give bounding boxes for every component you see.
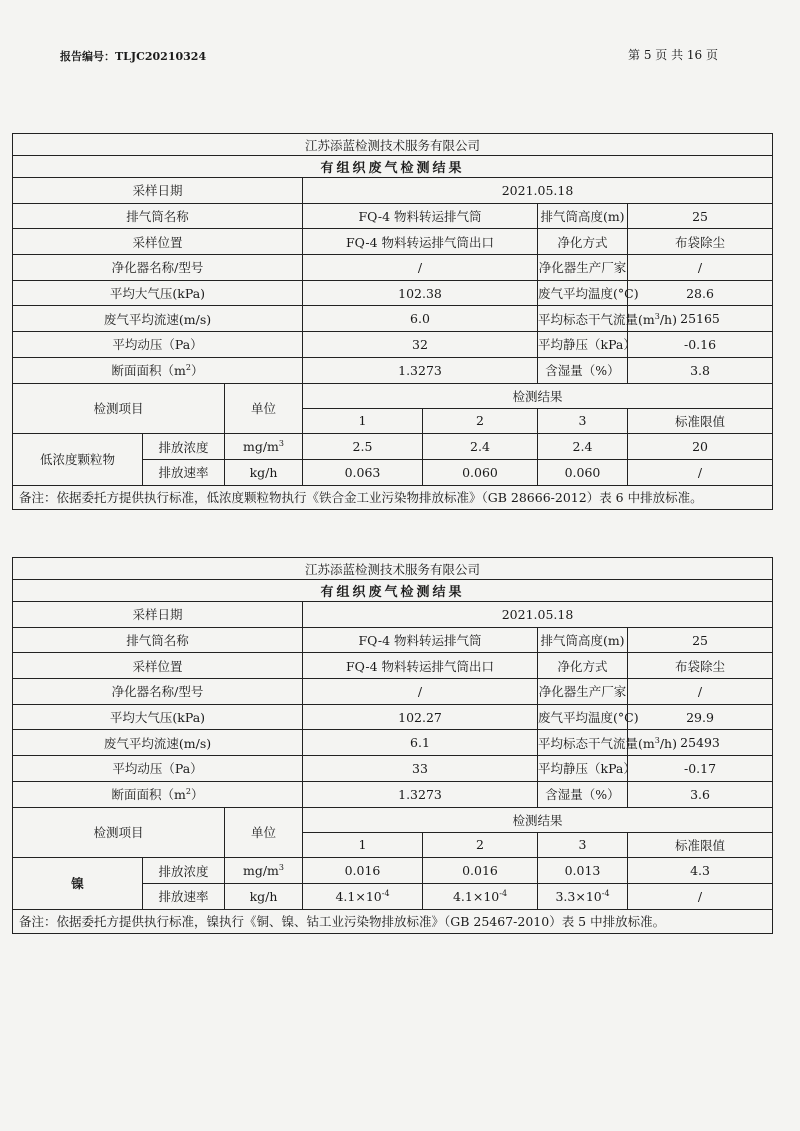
purifier-maker-label: 净化器生产厂家 — [538, 679, 628, 705]
unit-header: 单位 — [225, 807, 303, 858]
rate-run-1: 0.063 — [303, 459, 423, 485]
concentration-label: 排放浓度 — [143, 858, 225, 884]
exhaust-results-table-2 — [12, 557, 773, 934]
stack-height-value: 25 — [628, 203, 773, 229]
dynamic-pressure-label: 平均动压（Pa） — [13, 756, 303, 782]
area-value: 1.3273 — [303, 781, 538, 807]
run-2-header: 2 — [423, 832, 538, 858]
rate-run-1: $4.1\times 10^{-4}$ — [303, 883, 423, 909]
rate-limit: / — [628, 459, 773, 485]
temperature-label: 废气平均温度(°C) — [538, 704, 628, 730]
sampling-date-value: 2021.05.18 — [303, 602, 773, 628]
purifier-name-label: 净化器名称/型号 — [13, 255, 303, 281]
dynamic-pressure-label: 平均动压（Pa） — [13, 332, 303, 358]
table-title: 有组织废气检测结果 — [13, 156, 773, 178]
concentration-label: 排放浓度 — [143, 434, 225, 460]
area-label: 断面面积$(m^2)$ — [13, 357, 303, 383]
page-indicator: 第 5 页 共 16 页 — [628, 48, 718, 62]
concentration-run-2: 2.4 — [423, 434, 538, 460]
purify-value: 布袋除尘 — [628, 229, 773, 255]
item-header: 检测项目 — [13, 383, 225, 434]
run-1-header: 1 — [303, 832, 423, 858]
flow-value: 25165 — [628, 306, 773, 332]
rate-limit: / — [628, 883, 773, 909]
remark: 备注：依据委托方提供执行标准，低浓度颗粒物执行《铁合金工业污染物排放标准》（GB 28666-2012）表 6 中排放标准。 — [13, 485, 773, 509]
moisture-value: 3.8 — [628, 357, 773, 383]
stack-height-label: 排气筒高度(m) — [538, 627, 628, 653]
sampling-date-value: 2021.05.18 — [303, 178, 773, 204]
run-2-header: 2 — [423, 408, 538, 434]
pressure-value: 102.38 — [303, 280, 538, 306]
rate-label: 排放速率 — [143, 883, 225, 909]
purifier-name-label: 净化器名称/型号 — [13, 679, 303, 705]
run-3-header: 3 — [538, 408, 628, 434]
concentration-run-1: 2.5 — [303, 434, 423, 460]
purify-value: 布袋除尘 — [628, 653, 773, 679]
concentration-limit: 20 — [628, 434, 773, 460]
static-pressure-label: 平均静压（kPa） — [538, 332, 628, 358]
pressure-value: 102.27 — [303, 704, 538, 730]
limit-header: 标准限值 — [628, 832, 773, 858]
exhaust-results-table-1 — [12, 133, 773, 510]
velocity-label: 废气平均流速(m/s) — [13, 306, 303, 332]
sampling-date-label: 采样日期 — [13, 178, 303, 204]
location-label: 采样位置 — [13, 653, 303, 679]
velocity-value: 6.1 — [303, 730, 538, 756]
concentration-limit: 4.3 — [628, 858, 773, 884]
rate-unit: kg/h — [225, 459, 303, 485]
stack-name-value: FQ-4 物料转运排气筒 — [303, 203, 538, 229]
unit-header: 单位 — [225, 383, 303, 434]
purifier-name-value: / — [303, 679, 538, 705]
rate-run-2: $4.1\times 10^{-4}$ — [423, 883, 538, 909]
rate-run-3: 0.060 — [538, 459, 628, 485]
rate-label: 排放速率 — [143, 459, 225, 485]
location-label: 采样位置 — [13, 229, 303, 255]
report-number: 报告编号：TLJC20210324 — [60, 50, 207, 63]
run-1-header: 1 — [303, 408, 423, 434]
location-value: FQ-4 物料转运排气筒出口 — [303, 229, 538, 255]
temperature-value: 29.9 — [628, 704, 773, 730]
rate-unit: kg/h — [225, 883, 303, 909]
purifier-maker-label: 净化器生产厂家 — [538, 255, 628, 281]
static-pressure-value: -0.17 — [628, 756, 773, 782]
company-name: 江苏添蓝检测技术服务有限公司 — [13, 134, 773, 156]
table-title: 有组织废气检测结果 — [13, 580, 773, 602]
pressure-label: 平均大气压(kPa) — [13, 280, 303, 306]
concentration-run-1: 0.016 — [303, 858, 423, 884]
flow-value: 25493 — [628, 730, 773, 756]
company-name: 江苏添蓝检测技术服务有限公司 — [13, 558, 773, 580]
purify-label: 净化方式 — [538, 653, 628, 679]
temperature-value: 28.6 — [628, 280, 773, 306]
pollutant-name: 低浓度颗粒物 — [13, 434, 143, 485]
dynamic-pressure-value: 33 — [303, 756, 538, 782]
stack-height-label: 排气筒高度(m) — [538, 203, 628, 229]
velocity-value: 6.0 — [303, 306, 538, 332]
area-value: 1.3273 — [303, 357, 538, 383]
flow-label: 平均标态干气流量$(m^3/h)$ — [538, 306, 628, 332]
rate-run-3: $3.3\times 10^{-4}$ — [538, 883, 628, 909]
temperature-label: 废气平均温度(°C) — [538, 280, 628, 306]
item-header: 检测项目 — [13, 807, 225, 858]
stack-name-value: FQ-4 物料转运排气筒 — [303, 627, 538, 653]
moisture-label: 含湿量（%） — [538, 357, 628, 383]
purifier-name-value: / — [303, 255, 538, 281]
pressure-label: 平均大气压(kPa) — [13, 704, 303, 730]
run-3-header: 3 — [538, 832, 628, 858]
location-value: FQ-4 物料转运排气筒出口 — [303, 653, 538, 679]
purifier-maker-value: / — [628, 255, 773, 281]
area-label: 断面面积$(m^2)$ — [13, 781, 303, 807]
purify-label: 净化方式 — [538, 229, 628, 255]
concentration-unit: $mg/m^3$ — [225, 434, 303, 460]
static-pressure-value: -0.16 — [628, 332, 773, 358]
stack-name-label: 排气筒名称 — [13, 627, 303, 653]
velocity-label: 废气平均流速(m/s) — [13, 730, 303, 756]
flow-label: 平均标态干气流量$(m^3/h)$ — [538, 730, 628, 756]
purifier-maker-value: / — [628, 679, 773, 705]
concentration-run-2: 0.016 — [423, 858, 538, 884]
rate-run-2: 0.060 — [423, 459, 538, 485]
remark: 备注：依据委托方提供执行标准，镍执行《铜、镍、钴工业污染物排放标准》（GB 25467-2010）表 5 中排放标准。 — [13, 909, 773, 933]
stack-name-label: 排气筒名称 — [13, 203, 303, 229]
concentration-run-3: 2.4 — [538, 434, 628, 460]
moisture-label: 含湿量（%） — [538, 781, 628, 807]
stack-height-value: 25 — [628, 627, 773, 653]
static-pressure-label: 平均静压（kPa） — [538, 756, 628, 782]
moisture-value: 3.6 — [628, 781, 773, 807]
concentration-unit: $mg/m^3$ — [225, 858, 303, 884]
concentration-run-3: 0.013 — [538, 858, 628, 884]
sampling-date-label: 采样日期 — [13, 602, 303, 628]
results-header: 检测结果 — [303, 383, 773, 408]
pollutant-name: 镍 — [13, 858, 143, 909]
dynamic-pressure-value: 32 — [303, 332, 538, 358]
limit-header: 标准限值 — [628, 408, 773, 434]
results-header: 检测结果 — [303, 807, 773, 832]
